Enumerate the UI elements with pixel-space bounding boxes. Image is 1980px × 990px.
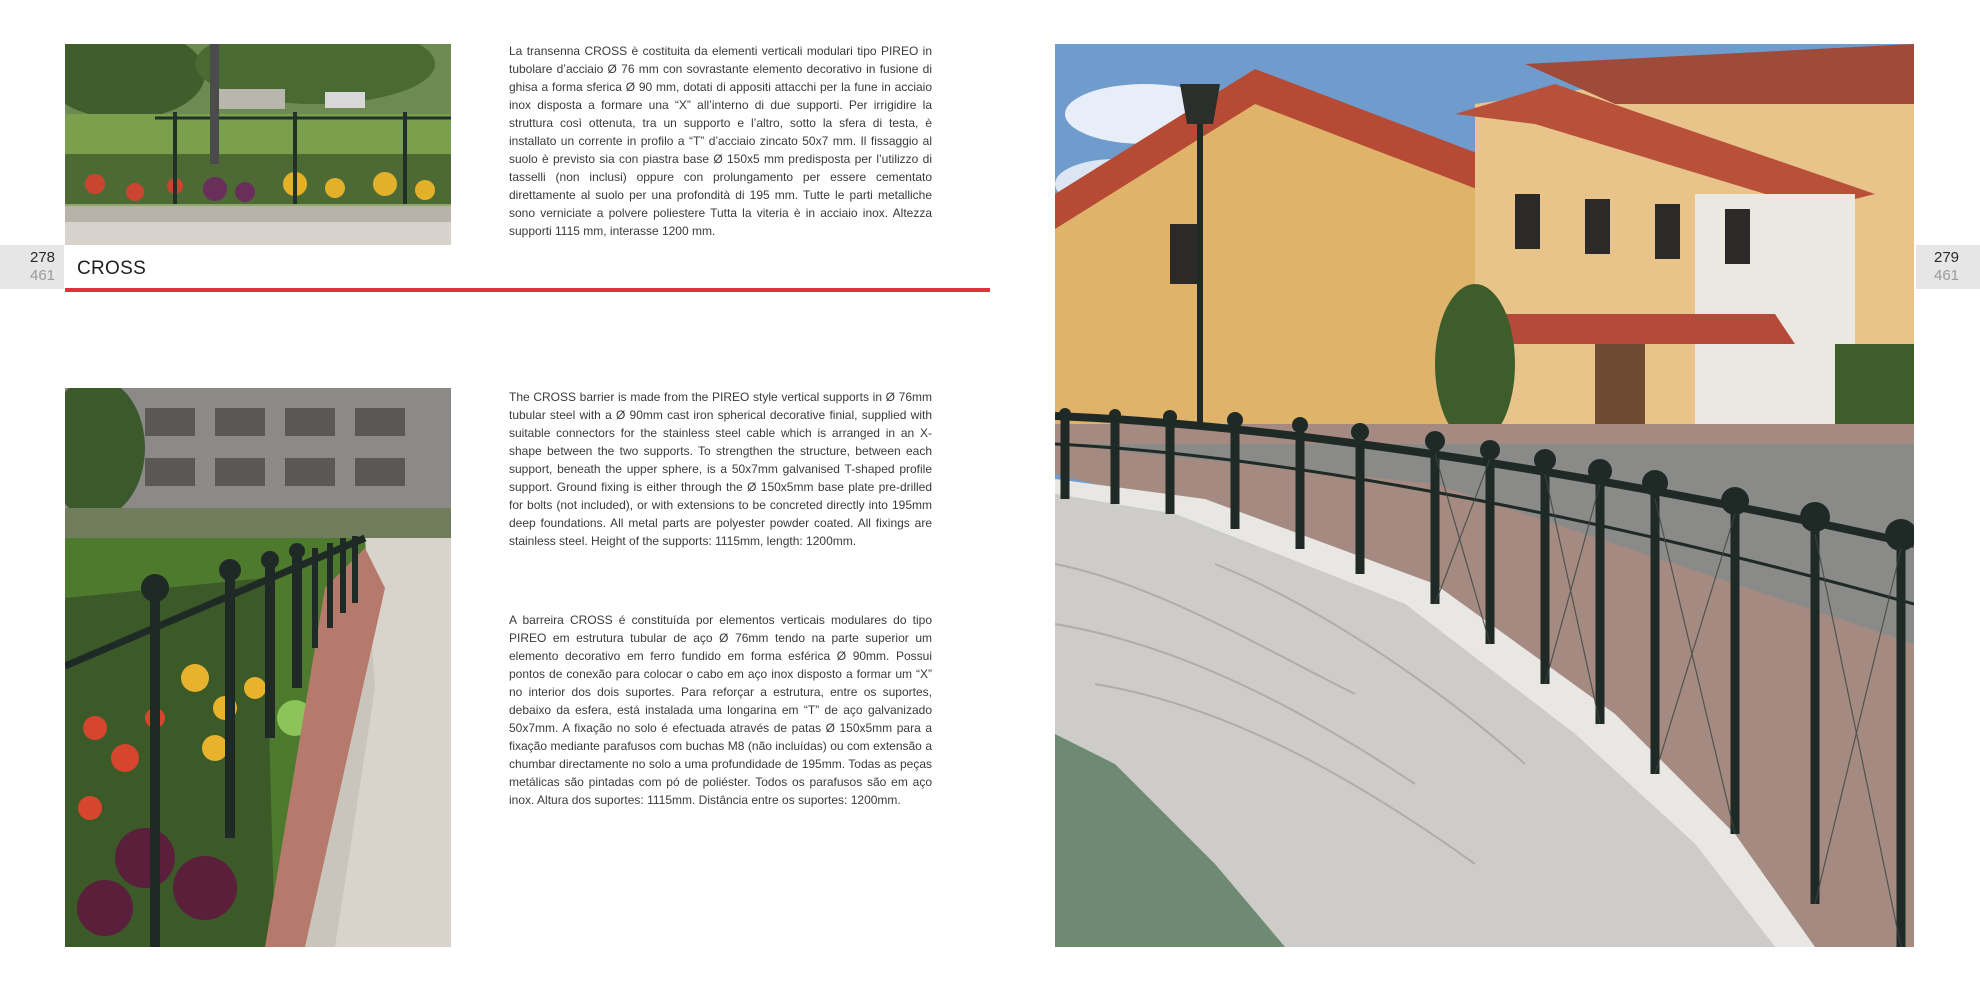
section-divider [65, 288, 990, 292]
description-italian: La transenna CROSS è costituita da elementi verticali modulari tipo PIREO in tubolare d’acciaio Ø 76 mm con sovrastante elemento decorativo in fusione di ghisa a forma sferica Ø 90 mm, dotati di appositi attacchi per la fune in acciaio inox disposta a formare una “X” all’interno di due supporti. Per irrigidire la struttura così ottenuta, tra un supporto e l’altro, sotto la sfera di testa, è installato un corrente in profilo a “T” d’acciaio zincato 50x7 mm. Il fissaggio al suolo è previsto sia con piastra base Ø 150x5 mm predisposta per l’utilizzo di tasselli (non inclusi) oppure con prolungamento per essere cementato direttamente al suolo per una profondità di 195 mm. Tutte le parti metalliche sono verniciate a polvere poliestere Tutta la viteria è in acciaio inox. Altezza supporti 1115 mm, interasse 1200 mm. [509, 44, 932, 238]
description-english: The CROSS barrier is made from the PIREO style vertical supports in Ø 76mm tubular steel with a Ø 90mm cast iron spherical decorative finial, supplied with suitable connectors for the stainless steel cable which is arranged in an X-shape between the two supports. To strengthen the structure, between each support, beneath the upper sphere, is a 50x7mm galvanised T-shaped profile support. Ground fixing is either through the Ø 150x5mm base plate pre-drilled for bolts (not included), or with extensions to be concreted directly into 195mm deep foundations. All metal parts are polyester powder coated. All fixings are stainless steel. Height of the supports: 1115mm, length: 1200mm. [509, 390, 932, 548]
section-title: CROSS [77, 258, 147, 279]
canal-fence-houses-photo [1055, 44, 1914, 947]
park-fence-photo [65, 44, 451, 245]
left-page-number: 278 [30, 249, 56, 266]
street-fence-flowerbed-photo [65, 388, 451, 947]
right-total-pages: 461 [1934, 267, 1960, 284]
left-page-number-tab [0, 245, 64, 289]
description-portuguese: A barreira CROSS é constituída por elementos verticais modulares do tipo PIREO em estrutura tubular de aço Ø 76mm tendo na parte superior um elemento decorativo em ferro fundido em forma esférica Ø 90mm. Possui pontos de conexão para colocar o cabo em aço inox disposto a formar um “X” no interior dos dois suportes. Para reforçar a estrutura, entre os suportes, debaixo da esfera, está instalada uma longarina em “T” de aço galvanizado 50x7mm. A fixação no solo é efectuada através de patas Ø 150x5mm para a fixação mediante parafusos com buchas M8 (não incluídas) ou com extensão a chumbar directamente no solo a uma profundidade de 195mm. Todas as peças metálicas são pintadas com pó de poliéster. Todos os parafusos são em aço inox. Altura dos suportes: 1115mm. Distância entre os suportes: 1200mm. [509, 613, 932, 807]
left-total-pages: 461 [30, 267, 56, 284]
right-page-number-tab [1916, 245, 1980, 289]
right-page-number: 279 [1934, 249, 1960, 266]
